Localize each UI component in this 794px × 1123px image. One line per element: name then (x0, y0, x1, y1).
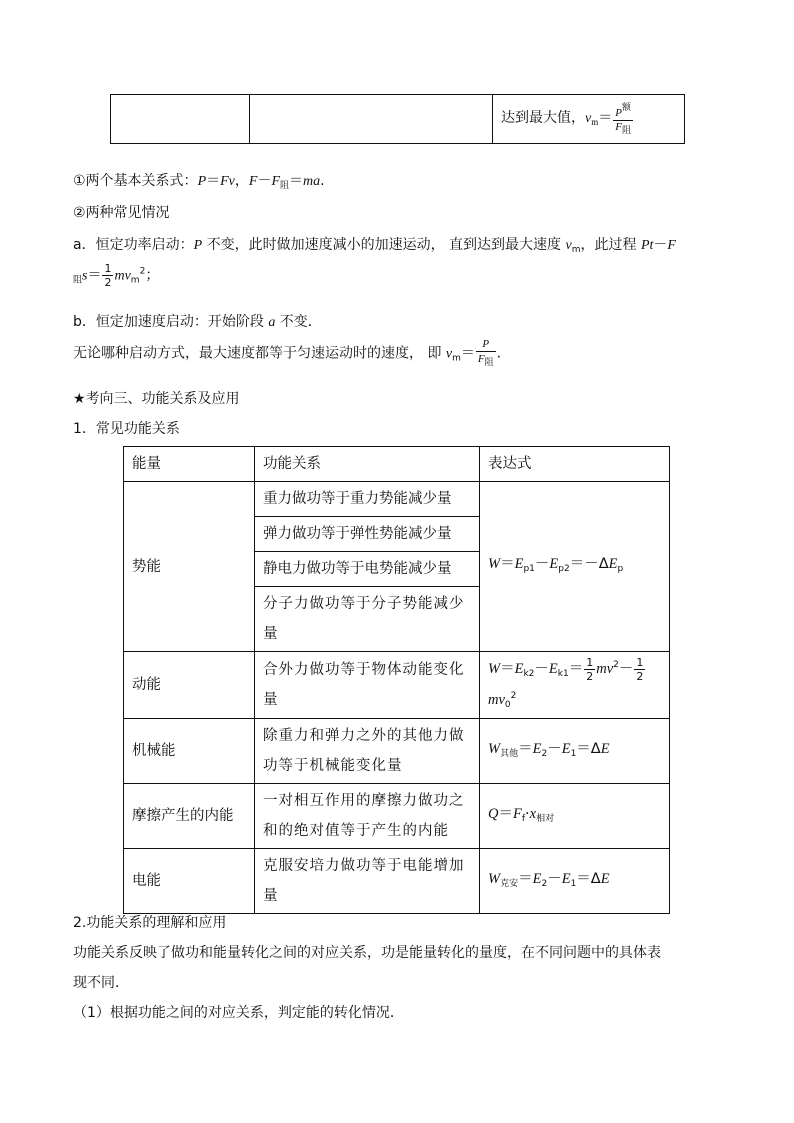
cell-expression: $W_{克安}=E_2-E_1=\Delta E$ (480, 849, 670, 914)
top-table-fragment (110, 94, 685, 144)
constant-power-line: a．恒定功率启动：P 不变，此时做加速度减小的加速运动， 直到达到最大速度 $v_m$，此过程 Pt－F (73, 237, 676, 255)
header-energy: 能量 (124, 447, 255, 482)
cell-relation: 除重力和弹力之外的其他力做功等于机械能变化量 (255, 719, 480, 784)
cell-expression: $W_{其他}=E_2-E_1=\Delta E$ (480, 719, 670, 784)
cell-energy: 摩擦产生的内能 (124, 784, 255, 849)
function-energy-table (123, 446, 670, 914)
constant-power-formula: $_阻$s＝ $\frac{1}{2}$ $mv_m^2$； (73, 262, 160, 289)
cell-relation: 静电力做功等于电势能减少量 (255, 552, 480, 587)
top-table-cell-3 (493, 95, 685, 144)
cell-relation: 合外力做功等于物体动能变化量 (255, 652, 480, 719)
cell-relation: 克服安培力做功等于电能增加量 (255, 849, 480, 914)
cell-energy: 动能 (124, 652, 255, 719)
table-header-row (124, 447, 670, 482)
cell-expression: $W=E_{p1}-E_{p2}=-\Delta E_p$ (480, 482, 670, 652)
cell-relation: 重力做功等于重力势能减少量 (255, 482, 480, 517)
paragraph-line-1: 功能关系反映了做功和能量转化之间的对应关系，功是能量转化的量度，在不同问题中的具体表 (73, 945, 661, 961)
cell-expression: $Q=F_f\cdot x_{相对}$ (480, 784, 670, 849)
max-speed-line: 无论哪种启动方式，最大速度都等于匀速运动时的速度， 即 $v_m=$ $\frac{P}{F_阻}$ . (73, 338, 502, 368)
cell-expression: $W=E_{k2}-E_{k1}=$ $\frac{1}{2}$ $mv^2-$ $\frac{1}{2}$ $mv_0^2$ (480, 652, 670, 719)
cell-energy: 机械能 (124, 719, 255, 784)
cell-relation: 一对相互作用的摩擦力做功之和的绝对值等于产生的内能 (255, 784, 480, 849)
two-cases-line: ②两种常见情况 (73, 205, 170, 221)
subheading-2: 2.功能关系的理解和应用 (73, 915, 227, 931)
cell-relation: 弹力做功等于弹性势能减少量 (255, 517, 480, 552)
subheading-1: 1．常见功能关系 (73, 421, 180, 437)
cell-energy: 电能 (124, 849, 255, 914)
top-table-cell-1 (111, 95, 250, 144)
table-row (124, 652, 670, 719)
table-row (124, 482, 670, 517)
max-value-text: 达到最大值， (501, 110, 585, 127)
constant-acc-line: b．恒定加速度启动：开始阶段 a 不变． (73, 314, 322, 330)
paragraph-item-1: （1）根据功能之间的对应关系，判定能的转化情况． (73, 1005, 404, 1021)
top-table-cell-2 (250, 95, 493, 144)
basic-relations-line: ①两个基本关系式：P＝Fv，$F-F_阻=ma$. (73, 173, 325, 191)
cell-relation: 分子力做功等于分子势能减少量 (255, 587, 480, 652)
vm-formula: $v_m=$ $\frac{P^额}{F_阻}$ (585, 102, 631, 135)
paragraph-line-2: 现不同． (73, 975, 129, 991)
section-heading: ★考向三、功能关系及应用 (73, 391, 240, 407)
table-row (124, 849, 670, 914)
table-row (124, 719, 670, 784)
header-relation: 功能关系 (255, 447, 480, 482)
header-expression: 表达式 (480, 447, 670, 482)
cell-energy: 势能 (124, 482, 255, 652)
table-row (124, 784, 670, 849)
